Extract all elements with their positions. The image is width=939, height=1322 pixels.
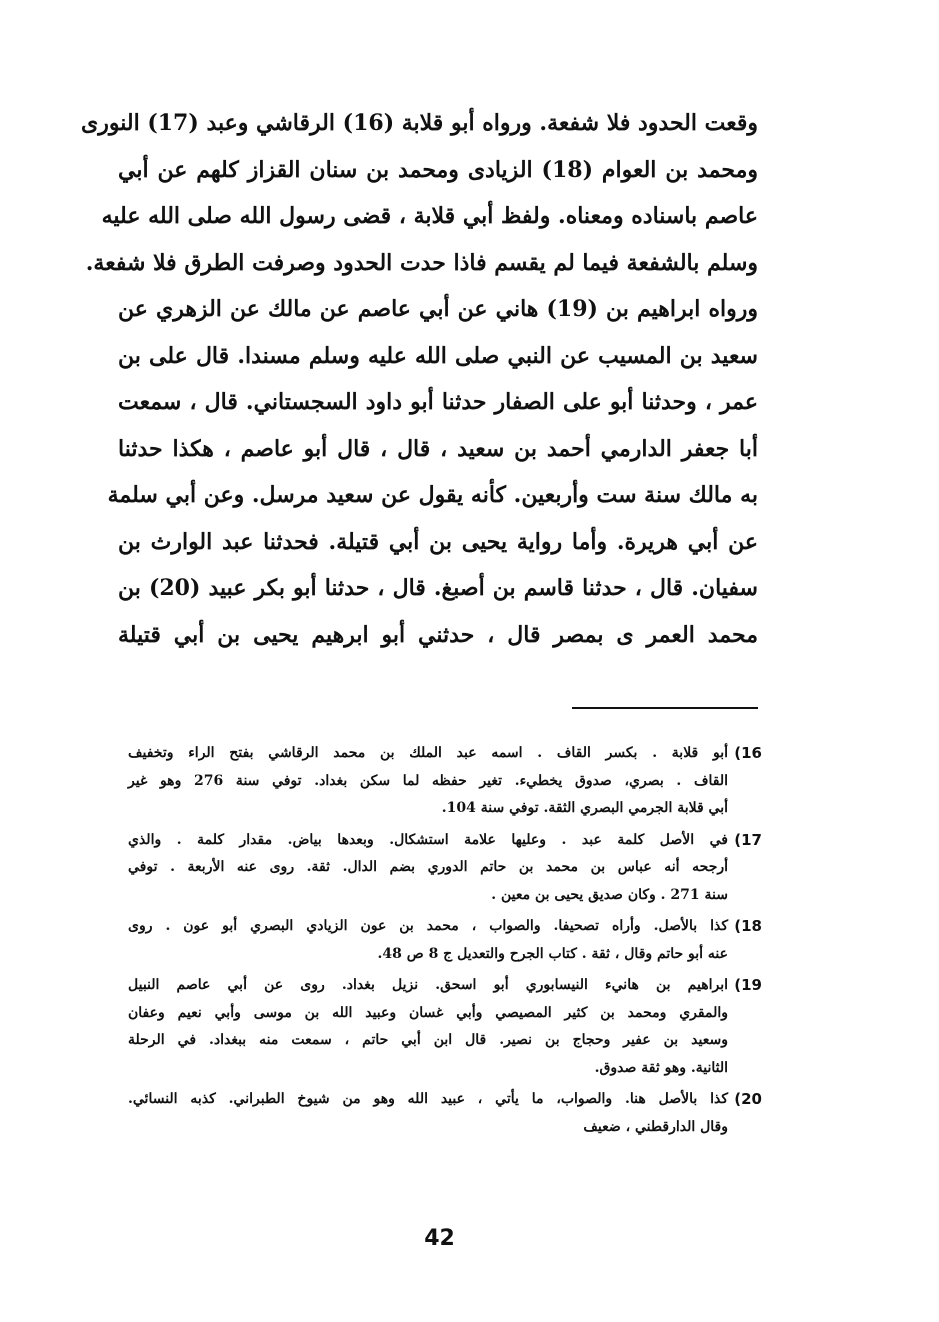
footnote-line: سنة 271 . وكان صديق يحيى بن معين . (491, 886, 728, 903)
body-line: وسلم بالشفعة فيما لم يقسم فاذا حدت الحدود وصرفت الطرق فلا شفعة. (85, 249, 758, 276)
footnote-line: أبو قلابة . بكسر القاف . اسمه عبد الملك بن محمد الرقاشي بفتح الراء وتخفيف (128, 745, 728, 761)
body-line: عن أبي هريرة. وأما رواية يحيى بن أبي قتيلة. فحدثنا عبد الوارث بن (118, 528, 758, 555)
footnote-line: أرجحه أنه عباس بن محمد بن حاتم الدوري بضم الدال. ثقة. روى عنه الأربعة . توفي (128, 859, 728, 875)
footnote-line: كذا بالأصل هنا. والصواب، ما يأتي ، عبيد الله وهو من شيوخ الطبراني. كذبه النسائي. (128, 1091, 728, 1107)
footnote-number: 19) (734, 976, 762, 994)
footnote-line: القاف . بصري، صدوق يخطيء. تغير حفظه لما سكن بغداد. توفي سنة 276 وهو غير (128, 772, 728, 789)
body-line: عمر ، وحدثنا أبو على الصفار حدثنا أبو داود السجستاني. قال ، سمعت (118, 389, 758, 415)
footnote-line: والمقري ومحمد بن كثير المصيصي وأبي غسان وعبيد الله بن موسى وأبي نعيم وعفان (128, 1004, 728, 1021)
footnote-number: 17) (734, 830, 762, 849)
footnote-17 (128, 827, 762, 910)
footnote-line: في الأصل كلمة عبد . وعليها علامة استشكال. وبعدها بياض. مقدار كلمة . والذي (128, 831, 728, 848)
body-line: سفيان. قال ، حدثنا قاسم بن أصبغ. قال ، حدثنا أبو بكر عبيد (20) بن (118, 575, 758, 601)
footnote-number: 20) (734, 1090, 762, 1108)
footnote-16 (128, 740, 762, 823)
footnote-separator-rule (572, 707, 758, 709)
body-line: عاصم باسناده ومعناه. ولفظ أبي قلابة ، قضى رسول الله صلى الله عليه (101, 203, 758, 229)
body-line: ورواه ابراهيم بن (19) هاني عن أبي عاصم عن مالك عن الزهري عن (118, 296, 758, 322)
footnotes-block (128, 740, 762, 1145)
body-line: به مالك سنة ست وأربعين. كأنه يقول عن سعيد مرسل. وعن أبي سلمة (107, 482, 758, 508)
footnote-line: وسعيد بن عفير وحجاج بن نصير. قال ابن أبي حاتم ، سمعت منه ببغداد. في الرحلة (128, 1032, 728, 1048)
footnote-line: ابراهيم بن هانيء النيسابوري أبو اسحق. نزيل بغداد. روى عن أبي عاصم النبيل (128, 977, 728, 993)
footnote-20 (128, 1086, 762, 1141)
footnote-line: عنه أبو حاتم وقال ، ثقة . كتاب الجرح والتعديل ج 8 ص 48. (377, 945, 728, 962)
body-line: وقعت الحدود فلا شفعة. ورواه أبو قلابة (16) الرقاشي وعبد (17) النورى (81, 110, 758, 136)
main-text-block (81, 100, 758, 658)
body-line: أبا جعفر الدارمي أحمد بن سعيد ، قال ، قال أبو عاصم ، هكذا حدثنا (118, 435, 758, 462)
footnote-19 (128, 972, 762, 1082)
body-line: ومحمد بن العوام (18) الزيادى ومحمد بن سنان القزاز كلهم عن أبي (118, 156, 758, 183)
body-line: سعيد بن المسيب عن النبي صلى الله عليه وسلم مسندا. قال على بن (118, 342, 758, 369)
footnote-line: الثانية. وهو ثقة صدوق. (594, 1059, 728, 1076)
page-number: 42 (424, 1226, 455, 1251)
footnote-18 (128, 913, 762, 968)
body-line: محمد العمر ى بمصر قال ، حدثني أبو ابرهيم يحيى بن أبي قتيلة (118, 621, 758, 648)
footnote-number: 18) (734, 917, 762, 935)
footnote-number: 16) (734, 744, 762, 762)
footnote-line: كذا بالأصل. وأراه تصحيفا. والصواب ، محمد بن عون الزيادي البصري أبو عون . روى (128, 918, 728, 934)
footnote-line: وقال الدارقطني ، ضعيف (583, 1118, 728, 1135)
footnote-line: أبي قلابة الجرمي البصري الثقة. توفي سنة 104. (441, 800, 728, 816)
